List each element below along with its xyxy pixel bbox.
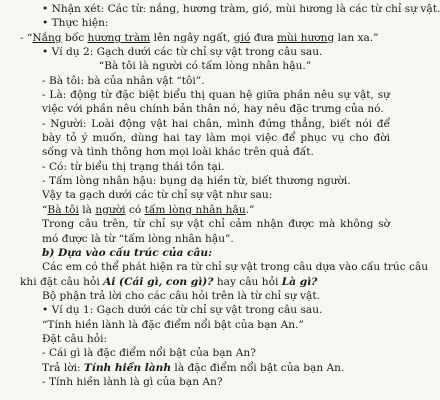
definition-la: - Là: động từ đặc biệt biểu thị quan hệ giữa phần nêu sự vật, sự việc với phần nêu chính bản thân nó, hay nêu đặc trưng của nó. (42, 89, 390, 116)
definition-co: - Có: từ biểu thị trạng thái tồn tại. (42, 160, 225, 173)
conclusion-line: Vậy ta gạch dưới các từ chỉ sự vật như sau: (42, 189, 273, 202)
example-1-heading: • Ví dụ 1: Gạch dưới các từ chỉ sự vật trong câu sau. (42, 304, 323, 317)
definition-nguoi: - Người: Loài động vật hai chân, mình đứng thẳng, biết nói để bày tỏ ý muốn, dùng hai tay làm mọi việc để phục vụ cho đời sống và tình thông hơn mọi loài khác trên quả đất. (42, 117, 390, 159)
example-2-sentence: “Bà tôi là người có tấm lòng nhân hậu.” (98, 60, 312, 73)
answer-part-note: Bộ phận trả lời cho các câu hỏi trên là từ chỉ sự vật. (42, 289, 320, 302)
ask-question-label: Đặt câu hỏi: (42, 332, 108, 345)
structure-intro: Các em có thể phát hiện ra từ chỉ sự vật trong câu dựa vào cấu trúc câu (42, 261, 429, 274)
underlined-answer: “Bà tôi là người có tấm lòng nhân hậu.” (42, 203, 255, 216)
section-b-heading: b) Dựa vào cấu trúc của câu: (42, 246, 212, 259)
question-1: - Cái gì là đặc điểm nổi bật của bạn An? (42, 347, 256, 360)
method-heading: • Thực hiện: (42, 17, 109, 30)
example-2-heading: • Ví dụ 2: Gạch dưới các từ chỉ sự vật trong câu sau. (42, 46, 323, 59)
example-sentence-underlined: - “Nắng bốc hương tràm lên ngây ngất, gió đưa mùi hương lan xa.” (20, 31, 379, 44)
question-2: - Tính hiền lành là gì của bạn An? (42, 375, 223, 388)
definition-tam-long: - Tấm lòng nhân hậu: bụng dạ hiền từ, biết thương người. (42, 175, 351, 188)
abstract-noun-note: Trong câu trên, từ chỉ sự vật chỉ cảm nhận được mà không sờ mó được là từ “tấm lòng nhân hậu”. (42, 218, 390, 245)
structure-questions: khi đặt câu hỏi Ai (Cái gì, con gì)? hay câu hỏi Là gì? (20, 275, 318, 288)
answer-1: Trả lời: Tính hiền lành là đặc điểm nổi bật của bạn An. (42, 361, 345, 374)
example-1-sentence: “Tính hiền lành là đặc điểm nổi bật của bạn An.” (42, 318, 304, 331)
definition-ba-toi: - Bà tôi: bà của nhân vật “tôi”. (42, 74, 205, 87)
note-line: • Nhận xét: Các từ: nắng, hương tràm, gió, mùi hương là các từ chỉ sự vật. (42, 3, 440, 15)
